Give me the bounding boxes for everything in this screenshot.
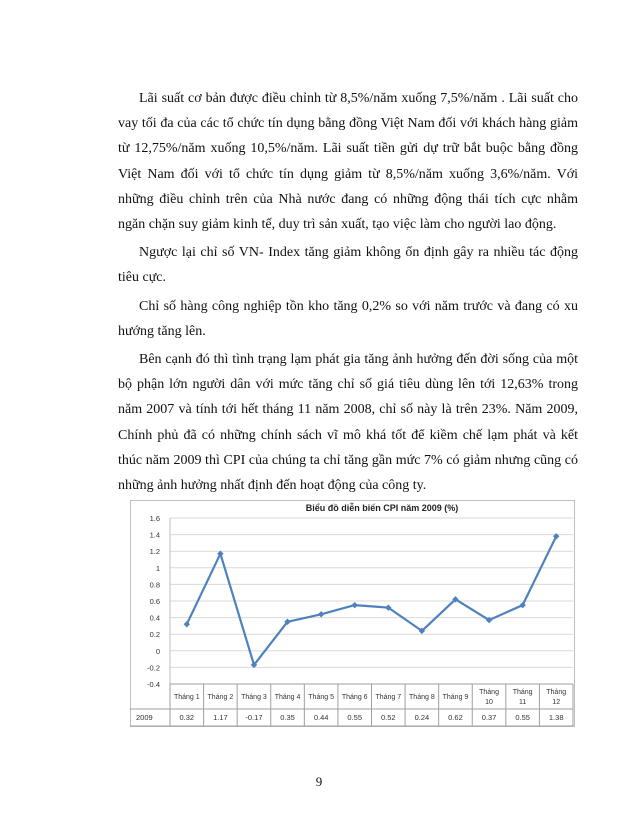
x-category-label-line2: 11 [518,699,527,706]
x-category-label: Tháng 6 [341,694,368,701]
table-value: 0.62 [448,713,463,722]
table-row-label: 2009 [136,713,153,722]
x-category-label: Tháng 5 [308,694,334,701]
table-value: 0.24 [414,713,430,722]
cpi-chart [130,496,575,736]
paragraph-industrial-inventory: Chỉ số hàng công nghiệp tồn kho tăng 0,2% so với năm trước và đang có xu hướng tăng lên. [118,298,578,339]
paragraph-interest-rates: Lãi suất cơ bản được điều chỉnh từ 8,5%/năm xuống 7,5%/năm . Lãi suất cho vay tối đa của các tổ chức tín dụng bằng đồng Việt Nam đối với khách hàng giảm từ 12,75%/năm xuống 10,5%/năm. Lãi suất tiền gửi dự trữ bắt buộc bằng đồng Việt Nam đối với tổ chức tín dụng giảm từ 8,5%/năm xuống 3,6%/năm. Với những điều chỉnh trên của Nhà nước đang có những động thái tích cực nhằm ngăn chặn suy giảm kinh tế, duy trì sản xuất, tạo việc làm cho người lao động. [118,91,578,233]
paragraph-inflation: Bên cạnh đó thì tình trạng lạm phát gia tăng ảnh hưởng đến đời sống của một bộ phận lớn người dân với mức tăng chỉ số giá tiêu dùng lên tới 12,63% trong năm 2007 và tính tới hết tháng 11 năm 2008, chỉ số này là trên 23%. Năm 2009, Chính phủ đã có những chính sách vĩ mô khá tốt để kiềm chế lạm phát và kết thúc năm 2009 thì CPI của chúng ta chỉ tăng gần mức 7% có giảm nhưng cũng có những ảnh hưởng nhất định đến hoạt động của công ty. [118,352,578,494]
table-value: -0.17 [245,713,263,722]
y-tick-label: 0.4 [149,613,160,623]
x-category-label-line1: Tháng [479,689,499,696]
table-value: 0.35 [280,713,295,722]
cpi-chart-svg [130,496,575,736]
y-tick-label: 1 [155,563,160,573]
cpi-data-point [352,602,358,608]
cpi-data-point [318,611,324,617]
paragraph-vn-index: Ngược lại chỉ số VN- Index tăng giảm không ổn định gây ra nhiều tác động tiêu cực. [118,245,578,286]
table-value: 0.52 [380,713,396,722]
x-category-label-line1: Tháng [512,689,533,696]
chart-title: Biểu đồ diễn biến CPI năm 2009 (%) [305,503,459,513]
table-value: 1.38 [548,713,564,722]
x-category-label-line2: 12 [552,699,561,706]
x-category-label: Tháng 2 [207,694,234,701]
x-category-label: Tháng 9 [442,694,469,701]
y-tick-label: 1.4 [149,530,160,540]
y-tick-label: -0.4 [147,680,160,689]
y-tick-label: 1.2 [149,547,160,557]
y-tick-label: 0.6 [149,597,160,606]
x-category-label: Tháng 3 [241,694,267,701]
table-value: 0.37 [481,713,497,722]
y-tick-label: 0.2 [149,630,160,640]
y-tick-label: -0.2 [147,663,160,673]
table-value: 0.44 [313,713,329,722]
table-value: 0.55 [515,713,530,722]
x-category-label: Tháng 1 [173,694,200,701]
x-category-label: Tháng 7 [375,694,402,701]
x-category-label: Tháng 4 [274,694,301,701]
page-number: 9 [315,774,323,789]
y-tick-label: 0.8 [149,580,160,590]
body-text [118,86,578,498]
table-value: 0.55 [347,713,363,722]
table-value: 1.17 [213,713,228,722]
y-tick-label: 1.6 [149,514,160,523]
y-tick-label: 0 [155,646,160,656]
x-category-label: Tháng 8 [409,694,435,701]
x-category-label-line2: 10 [485,699,493,706]
table-value: 0.32 [179,713,195,722]
x-category-label-line1: Tháng [546,689,567,696]
